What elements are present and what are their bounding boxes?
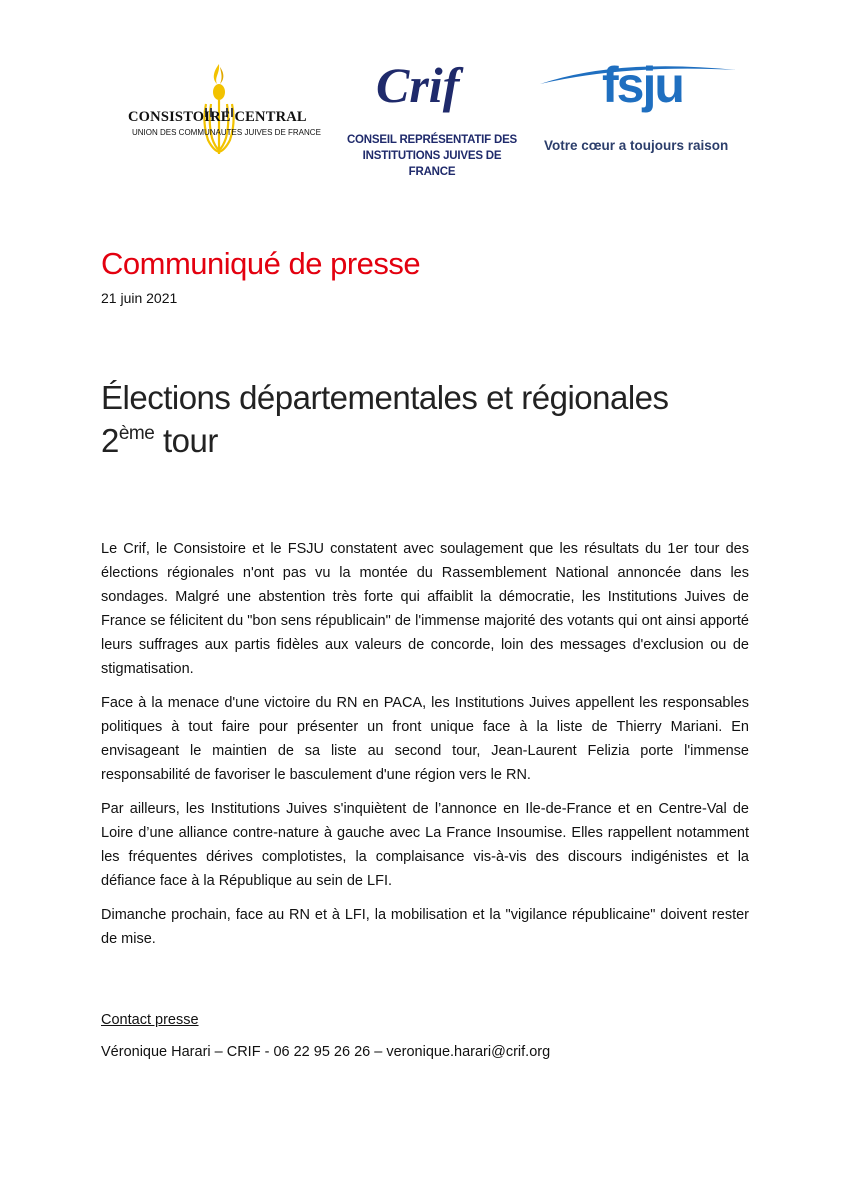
consistoire-title: CONSISTOIRE CENTRAL	[128, 109, 307, 125]
consistoire-logo	[128, 62, 321, 162]
crif-subtitle-line1: CONSEIL REPRÉSENTATIF DES	[346, 134, 518, 146]
body-paragraph: Face à la menace d'une victoire du RN en PACA, les Institutions Juives appellent les responsables politiques à tout faire pour présenter un front unique face à la liste de Thierry Mariani. En envisageant le maintien de sa liste au second tour, Jean-Laurent Felizia porte l'immense responsabilité de favoriser le basculement d'une région vers le RN.	[101, 695, 749, 783]
crif-subtitle-line2: INSTITUTIONS JUIVES DE FRANCE	[362, 150, 502, 178]
headline-line2: tour	[154, 422, 218, 459]
logo-header	[0, 0, 849, 200]
crif-wordmark: Crif	[376, 57, 460, 113]
press-release-title: Communiqué de presse	[101, 246, 421, 281]
contact-label: Contact presse	[101, 1012, 199, 1028]
headline-ordinal-suffix: ème	[118, 423, 155, 444]
body-paragraph: Le Crif, le Consistoire et le FSJU constatent avec soulagement que les résultats du 1er tour des élections régionales n'ont pas vu la montée du Rassemblement National annoncée dans les sondages. Malgré une abstention très forte qui affaiblit la démocratie, les Institutions Juives de France se félicitent du "bon sens républicain" de l'immense majorité des votants qui ont ainsi apporté leurs suffrages aux partis fidèles aux valeurs de concorde, loin des messages d'exclusion ou de stigmatisation.	[101, 541, 749, 677]
body-text	[101, 537, 749, 961]
consistoire-subtitle: UNION DES COMMUNAUTES JUIVES DE FRANCE	[132, 128, 321, 137]
crif-logo	[342, 57, 522, 178]
crif-subtitle	[342, 132, 522, 180]
headline-ordinal: 2	[101, 422, 119, 459]
body-paragraph: Dimanche prochain, face au RN et à LFI, la mobilisation et la "vigilance républicaine" doivent rester de mise.	[101, 907, 749, 947]
headline-line1: Élections départementales et régionales	[101, 379, 669, 416]
body-paragraph: Par ailleurs, les Institutions Juives s'inquiètent de l’annonce en Ile-de-France et en Centre-Val de Loire d’une alliance contre-nature à gauche avec La France Insoumise. Elles rappellent notamment les fréquentes dérives complotistes, la complaisance vis-à-vis des discours indigénistes et la défiance face à la République au sein de LFI.	[101, 801, 749, 889]
fsju-slogan: Votre cœur a toujours raison	[544, 138, 729, 153]
contact-details: Véronique Harari – CRIF - 06 22 95 26 26 – veronique.harari@crif.org	[101, 1044, 551, 1060]
fsju-wordmark: fsju	[602, 57, 683, 113]
press-release-date: 21 juin 2021	[101, 290, 178, 306]
fsju-logo	[538, 57, 738, 160]
headline	[101, 376, 669, 462]
